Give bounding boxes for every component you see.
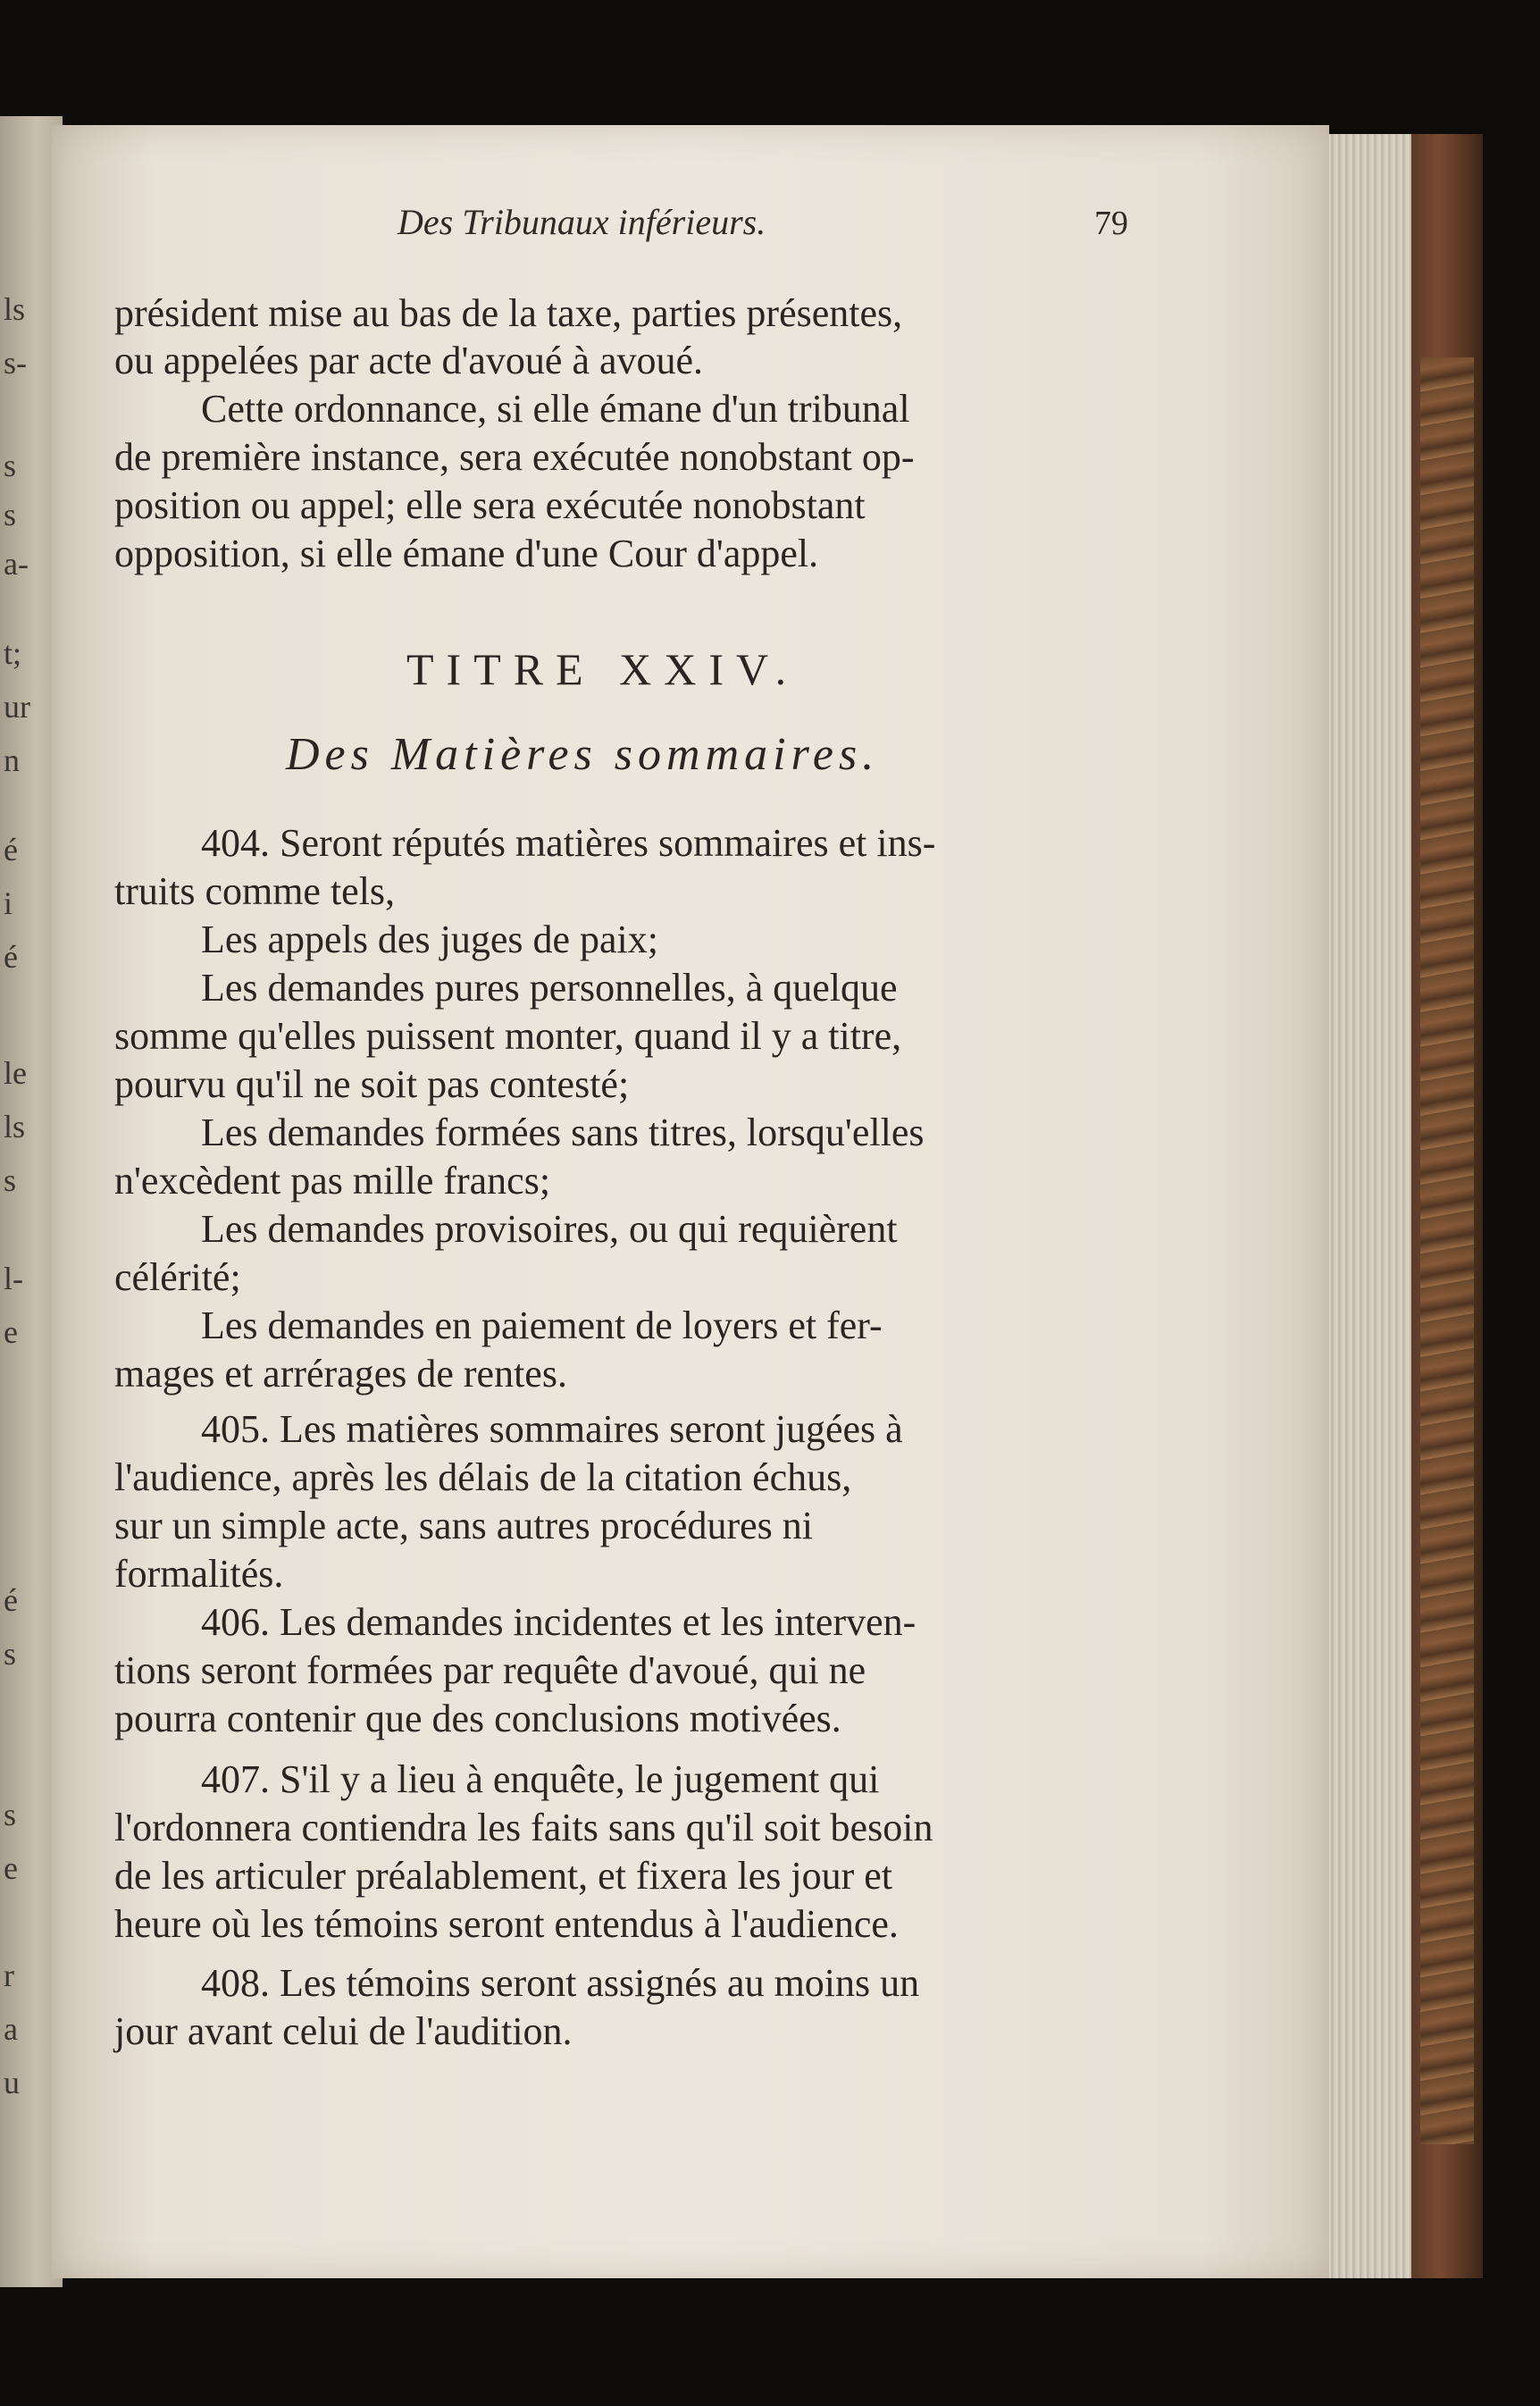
section-title: TITRE XXIV. bbox=[406, 644, 799, 694]
margin-fragment: l- bbox=[4, 1261, 23, 1296]
margin-fragment: ls bbox=[4, 1109, 26, 1144]
text-line: Les demandes en paiement de loyers et fer- bbox=[201, 1304, 883, 1347]
margin-fragment: s bbox=[4, 448, 17, 483]
margin-fragment: s bbox=[4, 1636, 17, 1672]
text-line: mages et arrérages de rentes. bbox=[114, 1352, 567, 1396]
text-line: Les demandes formées sans titres, lorsqu'elles bbox=[201, 1111, 925, 1154]
text-line: 408. Les témoins seront assignés au moins un bbox=[201, 1961, 920, 2005]
text-line: opposition, si elle émane d'une Cour d'appel. bbox=[114, 532, 819, 575]
text-line: somme qu'elles puissent monter, quand il y a titre, bbox=[114, 1014, 902, 1058]
text-line: l'ordonnera contiendra les faits sans qu'il soit besoin bbox=[114, 1806, 933, 1849]
section-subtitle: Des Matières sommaires. bbox=[286, 729, 880, 780]
text-line: 407. S'il y a lieu à enquête, le jugement qui bbox=[201, 1757, 880, 1801]
margin-fragment: a bbox=[4, 2011, 18, 2047]
margin-fragment: é bbox=[4, 1582, 18, 1618]
margin-fragment: e bbox=[4, 1314, 18, 1350]
text-line: sur un simple acte, sans autres procédures ni bbox=[114, 1504, 813, 1547]
margin-fragment: a- bbox=[4, 546, 29, 582]
margin-fragment: é bbox=[4, 939, 18, 975]
text-line: de première instance, sera exécutée nonobstant op- bbox=[114, 435, 915, 479]
margin-fragment: s- bbox=[4, 345, 27, 381]
margin-fragment: u bbox=[4, 2065, 20, 2100]
text-line: jour avant celui de l'audition. bbox=[114, 2009, 573, 2053]
margin-fragment: r bbox=[4, 1957, 14, 1993]
margin-fragment: ls bbox=[4, 291, 26, 327]
marbled-cover-edge bbox=[1420, 357, 1474, 2144]
text-line: 404. Seront réputés matières sommaires et ins- bbox=[201, 821, 936, 865]
page-number: 79 bbox=[1094, 205, 1128, 242]
text-line: Les appels des juges de paix; bbox=[201, 918, 658, 961]
text-line: pourvu qu'il ne soit pas contesté; bbox=[114, 1062, 630, 1106]
page-fore-edge bbox=[1313, 134, 1420, 2278]
margin-fragment: i bbox=[4, 885, 13, 921]
text-line: Cette ordonnance, si elle émane d'un tribunal bbox=[201, 387, 910, 431]
text-line: 406. Les demandes incidentes et les interven- bbox=[201, 1600, 916, 1644]
text-line: tions seront formées par requête d'avoué, qui ne bbox=[114, 1648, 866, 1692]
text-line: de les articuler préalablement, et fixera les jour et bbox=[114, 1854, 893, 1898]
text-line: Les demandes provisoires, ou qui requièrent bbox=[201, 1207, 898, 1251]
text-line: truits comme tels, bbox=[114, 869, 396, 913]
text-line: n'excèdent pas mille francs; bbox=[114, 1159, 551, 1203]
text-line: Les demandes pures personnelles, à quelque bbox=[201, 966, 898, 1010]
running-head: Des Tribunaux inférieurs. bbox=[398, 202, 766, 242]
text-line: 405. Les matières sommaires seront jugées à bbox=[201, 1407, 903, 1451]
margin-fragment: ur bbox=[4, 689, 30, 725]
text-line: célérité; bbox=[114, 1255, 241, 1299]
margin-fragment: t; bbox=[4, 635, 22, 671]
text-line: président mise au bas de la taxe, parties présentes, bbox=[114, 291, 903, 335]
text-line: ou appelées par acte d'avoué à avoué. bbox=[114, 339, 704, 382]
margin-fragment: é bbox=[4, 832, 18, 868]
text-line: formalités. bbox=[114, 1552, 284, 1596]
margin-fragment: le bbox=[4, 1055, 27, 1091]
margin-fragment: e bbox=[4, 1850, 18, 1886]
text-line: heure où les témoins seront entendus à l'audience. bbox=[114, 1902, 899, 1946]
text-line: pourra contenir que des conclusions motivées. bbox=[114, 1697, 841, 1740]
text-line: position ou appel; elle sera exécutée nonobstant bbox=[114, 483, 866, 527]
margin-fragment: s bbox=[4, 1797, 17, 1832]
margin-fragment: s bbox=[4, 497, 17, 532]
text-line: l'audience, après les délais de la citation échus, bbox=[114, 1455, 852, 1499]
margin-fragment: n bbox=[4, 742, 20, 778]
margin-fragment: s bbox=[4, 1162, 17, 1198]
